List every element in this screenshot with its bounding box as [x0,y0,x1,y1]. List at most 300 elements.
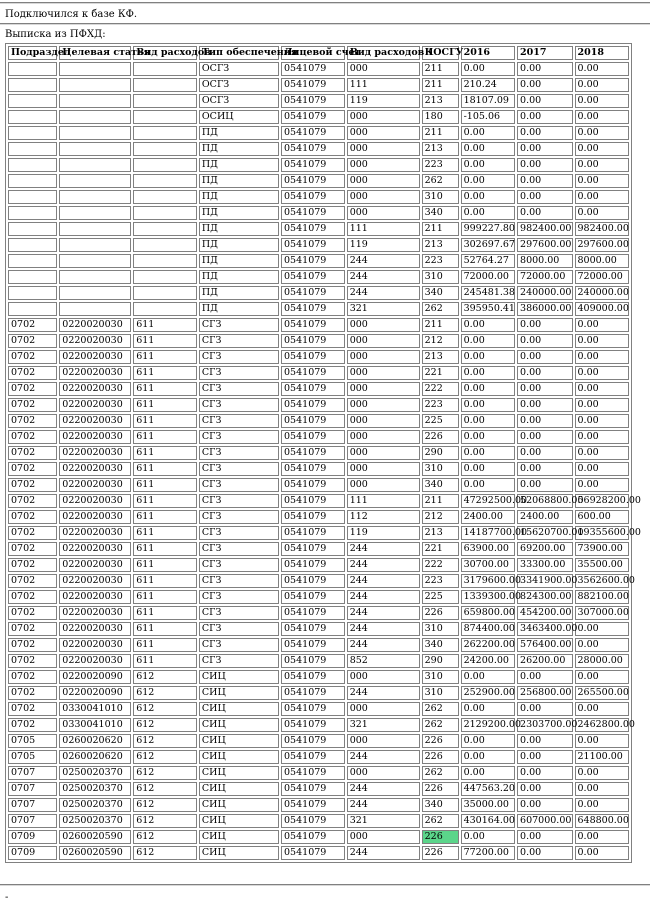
table-cell: 244 [347,686,420,700]
table-cell [59,94,131,108]
table-cell [133,94,197,108]
table-row [8,190,629,204]
table-cell: 0.00 [517,350,572,364]
table-cell [133,190,197,204]
table-cell: 262 [422,718,459,732]
table-cell: 0.00 [517,318,572,332]
table-cell: СГЗ [199,510,279,524]
table-cell: 0541079 [281,270,345,284]
table-cell [59,62,131,76]
table-cell: 0.00 [575,446,630,460]
column-header: Вид расходов 1 [347,46,420,60]
table-cell: 0702 [8,446,57,460]
table-cell: 52764.27 [461,254,515,268]
table-row [8,174,629,188]
table-cell [8,238,57,252]
table-cell: 0.00 [575,350,630,364]
table-row [8,142,629,156]
table-cell: 454200.00 [517,606,572,620]
table-cell: СГЗ [199,574,279,588]
table-cell: 310 [422,462,459,476]
table-cell: 213 [422,526,459,540]
table-cell: 0220020030 [59,638,131,652]
table-cell: 612 [133,718,197,732]
table-cell: 0220020030 [59,622,131,636]
table-cell: 310 [422,686,459,700]
table-cell [133,78,197,92]
table-cell: 180 [422,110,459,124]
table-cell: 3562600.00 [575,574,630,588]
table-cell: 0.00 [461,142,515,156]
table-cell: ПД [199,158,279,172]
table-cell: 0.00 [517,830,572,844]
table-cell: 0541079 [281,62,345,76]
table-cell [133,238,197,252]
table-cell: 0707 [8,814,57,828]
table-cell: СГЗ [199,334,279,348]
table-cell: 0.00 [575,638,630,652]
table-cell: ПД [199,190,279,204]
table-cell [133,158,197,172]
table-cell: 0.00 [461,206,515,220]
table-cell: 0707 [8,766,57,780]
table-cell: 73900.00 [575,542,630,556]
table-cell: СИЦ [199,718,279,732]
table-cell: 226 [422,782,459,796]
table-cell: 612 [133,782,197,796]
table-cell: 265500.00 [575,686,630,700]
table-cell: 576400.00 [517,638,572,652]
table-cell: СИЦ [199,702,279,716]
table-cell [59,270,131,284]
table-cell: 0220020030 [59,398,131,412]
table-cell: 262 [422,814,459,828]
table-cell: ОСГЗ [199,62,279,76]
table-cell: 0.00 [517,462,572,476]
table-cell: 611 [133,478,197,492]
table-cell: 000 [347,462,420,476]
table-cell: 290 [422,654,459,668]
table-cell: 0220020030 [59,654,131,668]
table-cell: 0541079 [281,606,345,620]
table-cell: 0702 [8,414,57,428]
table-cell: 3179600.00 [461,574,515,588]
table-cell: 611 [133,414,197,428]
table-cell: 0.00 [461,462,515,476]
table-cell: 0541079 [281,494,345,508]
table-cell: 611 [133,350,197,364]
table-cell: 0541079 [281,574,345,588]
table-cell: 0220020030 [59,478,131,492]
table-cell: 297600.00 [517,238,572,252]
table-cell [133,270,197,284]
table-cell: 8000.00 [575,254,630,268]
table-cell: 244 [347,782,420,796]
table-row [8,318,629,332]
table-cell [8,206,57,220]
table-cell: 000 [347,702,420,716]
table-cell: 0.00 [461,318,515,332]
table-cell: 0220020030 [59,382,131,396]
table-cell: 244 [347,574,420,588]
table-cell: 0702 [8,574,57,588]
table-cell: 0.00 [517,110,572,124]
table-cell: 611 [133,494,197,508]
table-cell: 0541079 [281,286,345,300]
table-cell: 222 [422,558,459,572]
table-cell: 0.00 [517,398,572,412]
table-cell: 223 [422,158,459,172]
table-cell: 0541079 [281,766,345,780]
table-cell: 0541079 [281,334,345,348]
table-cell: 0.00 [517,734,572,748]
table-cell: ПД [199,206,279,220]
table-cell: ПД [199,174,279,188]
table-cell: 0260020590 [59,846,131,860]
column-header: КОСГУ [422,46,459,60]
table-cell: 611 [133,382,197,396]
table-cell: 0.00 [575,846,630,860]
table-cell: 0.00 [517,446,572,460]
table-cell [8,126,57,140]
table-cell: СГЗ [199,542,279,556]
table-cell: 0260020620 [59,750,131,764]
table-cell: 611 [133,638,197,652]
table-cell: 0220020030 [59,446,131,460]
table-cell: 0541079 [281,462,345,476]
table-cell: 226 [422,734,459,748]
table-cell: СГЗ [199,622,279,636]
table-cell: СГЗ [199,494,279,508]
table-cell: 0.00 [575,62,630,76]
table-cell: 000 [347,62,420,76]
table-cell: СГЗ [199,318,279,332]
table-row [8,670,629,684]
table-cell: 0707 [8,782,57,796]
table-cell: 35000.00 [461,798,515,812]
table-row [8,494,629,508]
table-cell: 0220020030 [59,494,131,508]
table-cell: 262 [422,702,459,716]
table-cell [59,110,131,124]
table-cell: 0541079 [281,302,345,316]
table-cell: 0541079 [281,782,345,796]
table-cell [8,286,57,300]
table-cell: 0.00 [575,126,630,140]
table-cell: 000 [347,414,420,428]
table-cell: 0541079 [281,670,345,684]
table-cell: 30700.00 [461,558,515,572]
table-cell: 0220020030 [59,526,131,540]
table-row [8,430,629,444]
table-cell: 0.00 [461,670,515,684]
table-cell: 000 [347,766,420,780]
table-cell: 000 [347,142,420,156]
footer-mark: - [5,892,9,903]
table-cell: 210.24 [461,78,515,92]
table-cell: СГЗ [199,462,279,476]
table-cell: 611 [133,606,197,620]
table-cell: 612 [133,830,197,844]
table-cell: 244 [347,638,420,652]
table-cell: 0.00 [517,206,572,220]
table-cell: 244 [347,798,420,812]
table-row [8,478,629,492]
table-row [8,254,629,268]
table-cell: 0541079 [281,190,345,204]
table-row [8,798,629,812]
table-cell: 0702 [8,542,57,556]
table-cell: 000 [347,366,420,380]
table-cell: 321 [347,302,420,316]
table-cell: 56928200.00 [575,494,630,508]
table-cell: 0702 [8,478,57,492]
table-cell: СГЗ [199,398,279,412]
table-cell: 340 [422,286,459,300]
table-row [8,830,629,844]
table-cell [59,286,131,300]
table-cell: 0.00 [575,670,630,684]
table-cell: 648800.00 [575,814,630,828]
table-cell: 0702 [8,350,57,364]
table-cell: 63900.00 [461,542,515,556]
table-cell: 310 [422,270,459,284]
table-cell: 72000.00 [517,270,572,284]
table-cell [133,222,197,236]
table-cell: 321 [347,718,420,732]
table-cell: 0541079 [281,174,345,188]
table-cell: 18107.09 [461,94,515,108]
table-cell: 119 [347,238,420,252]
table-cell: 0.00 [575,414,630,428]
table-cell: СГЗ [199,430,279,444]
table-cell: 0541079 [281,94,345,108]
table-cell: 0.00 [575,334,630,348]
table-cell: 0702 [8,702,57,716]
table-row [8,302,629,316]
table-cell: 0.00 [575,206,630,220]
table-cell: 0330041010 [59,702,131,716]
table-cell: 0250020370 [59,798,131,812]
top-rule [0,2,650,4]
column-header: Вид расходов [133,46,197,60]
table-cell: 0220020030 [59,350,131,364]
table-cell: 69200.00 [517,542,572,556]
table-cell: 0.00 [517,478,572,492]
table-cell: 0220020030 [59,558,131,572]
table-cell: 244 [347,558,420,572]
table-cell: 612 [133,846,197,860]
table-cell: 252900.00 [461,686,515,700]
bottom-rule [0,884,650,886]
table-cell [133,110,197,124]
table-cell: 8000.00 [517,254,572,268]
table-cell: 0541079 [281,350,345,364]
table-cell: 14187700.00 [461,526,515,540]
table-cell: 0541079 [281,846,345,860]
table-cell: 240000.00 [517,286,572,300]
table-row [8,814,629,828]
table-cell: 0.00 [517,382,572,396]
table-cell: 0.00 [461,174,515,188]
table-cell: 852 [347,654,420,668]
table-cell: 0702 [8,590,57,604]
table-cell: 262 [422,766,459,780]
table-cell [133,62,197,76]
table-row [8,414,629,428]
table-cell: 611 [133,590,197,604]
table-cell [133,142,197,156]
table-cell: 0.00 [517,766,572,780]
table-cell: 119 [347,526,420,540]
table-cell: 0541079 [281,814,345,828]
table-cell: 611 [133,446,197,460]
table-cell [59,78,131,92]
table-cell: СГЗ [199,590,279,604]
table-cell: 3463400.00 [517,622,572,636]
table-cell: ПД [199,254,279,268]
table-cell: 611 [133,526,197,540]
table-cell: 244 [347,542,420,556]
table-cell: 0541079 [281,110,345,124]
table-cell: 0541079 [281,430,345,444]
table-row [8,110,629,124]
table-cell: 2129200.00 [461,718,515,732]
table-cell: 000 [347,478,420,492]
table-cell: 0.00 [461,334,515,348]
table-cell: 244 [347,750,420,764]
table-cell [133,254,197,268]
table-cell [59,174,131,188]
table-cell: 0702 [8,622,57,636]
column-header: Подраздел [8,46,57,60]
table-cell: 0.00 [517,142,572,156]
table-cell: 213 [422,94,459,108]
table-cell: 2303700.00 [517,718,572,732]
table-cell: 0.00 [575,174,630,188]
table-cell: 0.00 [575,798,630,812]
table-cell: 111 [347,78,420,92]
table-row [8,782,629,796]
table-cell [8,142,57,156]
table-cell: 0.00 [461,414,515,428]
table-row [8,382,629,396]
table-cell: 0702 [8,318,57,332]
table-cell: 659800.00 [461,606,515,620]
table-cell: -105.06 [461,110,515,124]
table-row [8,398,629,412]
table-cell: 226 [422,750,459,764]
table-cell: 882100.00 [575,590,630,604]
table-row [8,590,629,604]
table-cell: 0220020030 [59,462,131,476]
table-cell: 211 [422,494,459,508]
table-cell: 0541079 [281,526,345,540]
table-cell: 0.00 [461,478,515,492]
table-row [8,158,629,172]
table-cell: 221 [422,542,459,556]
table-cell: 0220020030 [59,606,131,620]
table-cell: 213 [422,350,459,364]
table-cell: 982400.00 [575,222,630,236]
table-cell: 611 [133,462,197,476]
table-row [8,718,629,732]
table-cell: 611 [133,510,197,524]
budget-table [5,43,641,863]
table-cell: 000 [347,334,420,348]
table-cell: 0220020030 [59,366,131,380]
table-cell: 3341900.00 [517,574,572,588]
table-cell: 0541079 [281,638,345,652]
table-cell: 0220020090 [59,686,131,700]
table-cell: 225 [422,414,459,428]
table-cell: ПД [199,270,279,284]
table-cell: 0.00 [461,446,515,460]
table-cell: 0.00 [461,62,515,76]
table-cell: 0541079 [281,702,345,716]
table-body [8,62,641,860]
table-cell: 0702 [8,654,57,668]
table-cell [59,238,131,252]
table-cell: 222 [422,382,459,396]
table-cell: 0.00 [517,414,572,428]
table-cell: ПД [199,238,279,252]
table-cell: 0541079 [281,478,345,492]
table-cell: 262 [422,174,459,188]
table-cell: СИЦ [199,798,279,812]
table-cell: 24200.00 [461,654,515,668]
extract-heading: Выписка из ПФХД: [5,29,106,40]
table-cell: 982400.00 [517,222,572,236]
table-cell: 0.00 [575,190,630,204]
table-cell: 2400.00 [517,510,572,524]
table-cell: 0.00 [517,334,572,348]
table-cell: 35500.00 [575,558,630,572]
table-cell: 211 [422,62,459,76]
table-cell: 611 [133,654,197,668]
table-cell: 0.00 [517,158,572,172]
table-cell: ОСГЗ [199,78,279,92]
table-cell: 0.00 [461,702,515,716]
table-cell [59,302,131,316]
table-cell: 0250020370 [59,766,131,780]
table-cell: 0702 [8,494,57,508]
table-cell: 223 [422,398,459,412]
table-cell: 256800.00 [517,686,572,700]
table-row [8,702,629,716]
table-cell: 240000.00 [575,286,630,300]
table-cell: 244 [347,622,420,636]
table-cell: 000 [347,446,420,460]
column-header: Лицевой счет [281,46,345,60]
table-cell: 409000.00 [575,302,630,316]
table-cell: 0541079 [281,686,345,700]
table-cell: 430164.00 [461,814,515,828]
table-cell: 612 [133,798,197,812]
table-cell: 0220020030 [59,334,131,348]
table-cell: 244 [347,846,420,860]
table-cell: 0541079 [281,542,345,556]
table-row [8,94,629,108]
table-cell: 0541079 [281,558,345,572]
table-cell: 223 [422,574,459,588]
table-cell: 0709 [8,830,57,844]
table-cell: 0.00 [461,350,515,364]
table-cell: СИЦ [199,750,279,764]
table-row [8,62,629,76]
table-cell: 000 [347,382,420,396]
table-cell: 0702 [8,462,57,476]
